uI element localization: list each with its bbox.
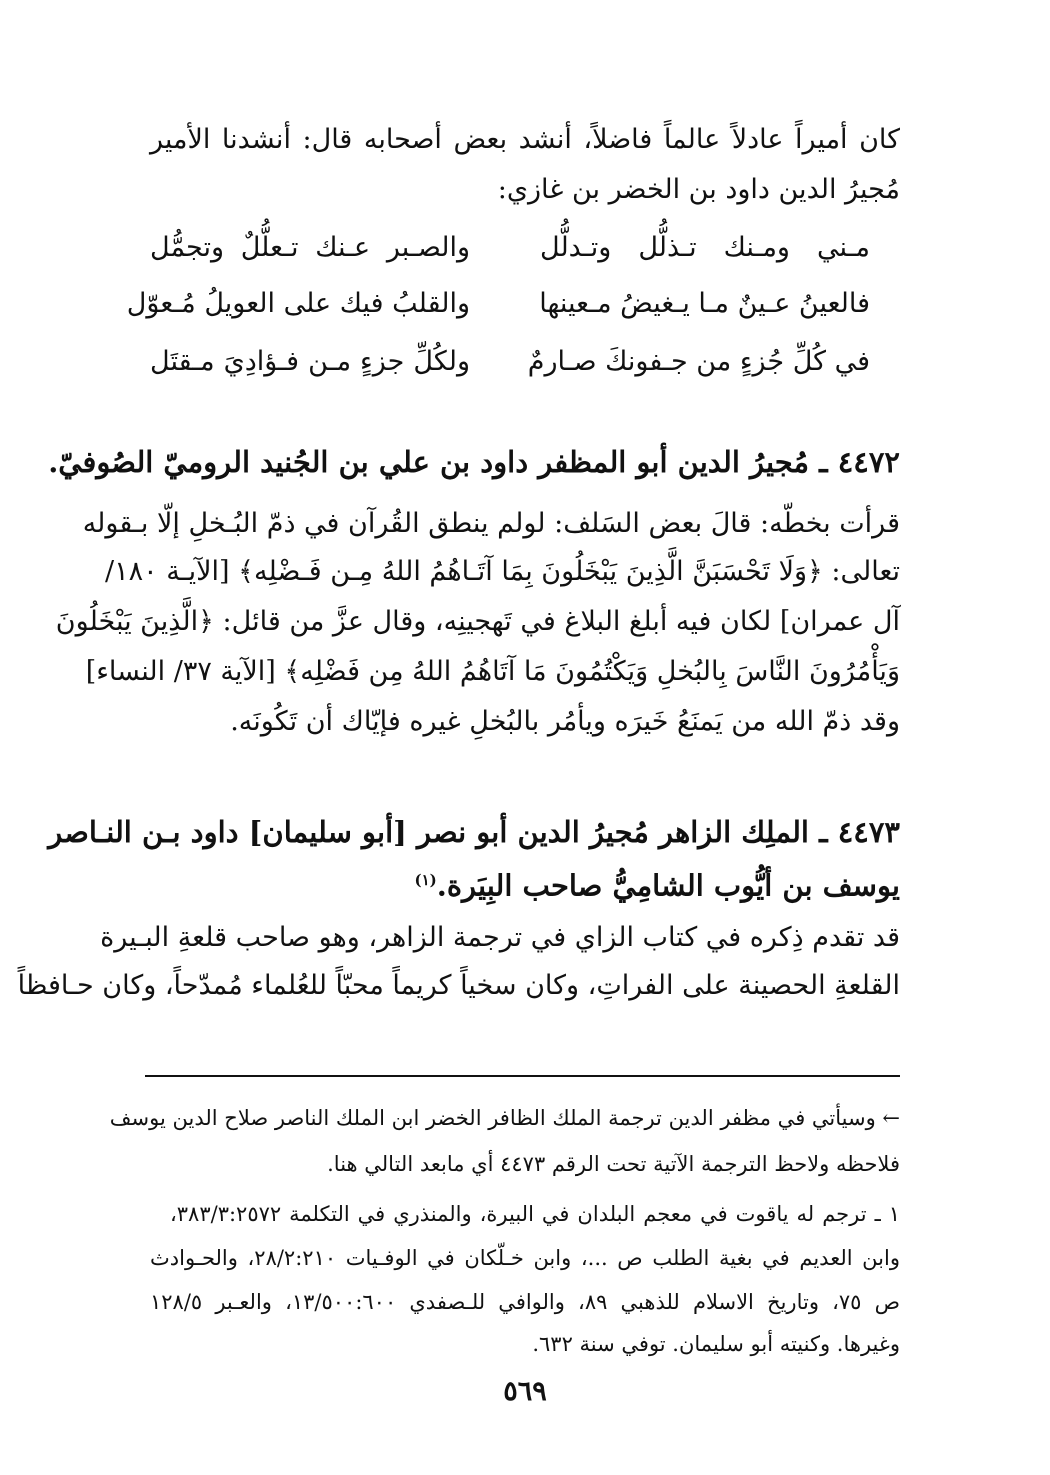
footnote-marker: (١) [414,871,437,889]
footnote-separator [145,1075,900,1077]
intro-line: كان أميراً عادلاً عالماً فاضلاً، أنشد بعض أصحابه قال: أنشدنا الأمير [150,124,900,155]
verse-second-hemistich: والقلبُ فيك على العويلُ مُـعوّل [126,288,470,319]
verse-first-hemistich: فالعينُ عـينٌ مـا يـغيضُ مـعينها [539,288,870,319]
poem-verse [150,224,870,274]
poem-verse [150,338,870,388]
entry-line: قرأت بخطّه: قالَ بعض السَلف: لولم ينطق القُرآن في ذمّ البُـخلِ إلّا بـقوله [82,508,900,539]
intro-line: مُجيرُ الدين داود بن الخضر بن غازي: [497,174,900,205]
footnote-line: ← وسيأتي في مظفر الدين ترجمة الملك الظافر الخضر ابن الملك الناصر صلاح الدين يوسف [109,1106,900,1130]
entry-heading-continued [210,858,900,908]
entry-line: وقد ذمّ الله من يَمنَعُ خَيرَه ويأمُر بالبُخلِ غيره فإيّاك أن تَكُونَه. [230,706,900,737]
entry-heading: ٤٤٧٣ ـ الملِك الزاهر مُجيرُ الدين أبو نصر [أبو سليمان] داود بـن النـاصر [48,815,900,849]
footnote-line: وابن العديم في بغية الطلب ص ...، وابن خـلّكان في الوفـيات ٢٨/٢:٢١٠، والحـوادث [150,1246,900,1270]
entry-line: تعالى: ﴿وَلَا تَحْسَبَنَّ الَّذِينَ يَبْخَلُونَ بِمَا آتَـاهُمُ اللهُ مِـن فَـضْلِه﴾ [الآيـة ١٨٠/ [105,556,900,587]
entry-heading: ٤٤٧٢ ـ مُجيرُ الدين أبو المظفر داود بن علي بن الجُنيد الروميّ الصُوفيّ. [48,445,900,479]
entry-heading-text: يوسف بن أيُّوب الشامِيُّ صاحب البِيَرة. [436,868,900,903]
poem-verse [126,280,870,330]
entry-line: القلعةِ الحصينة على الفراتِ، وكان سخياً كريماً محبّاً للعُلماء مُمدّحاً، وكان حـافظاً [17,970,900,1001]
verse-first-hemistich: مـني ومـنك تـذلُّل وتـدلُّل [540,232,870,263]
entry-line: قد تقدم ذِكره في كتاب الزاي في ترجمة الزاهر، وهو صاحب قلعةِ البـيرة [100,922,900,953]
footnote-line: ١ ـ ترجم له ياقوت في معجم البلدان في البيرة، والمنذري في التكلمة ٣٨٣/٣:٢٥٧٢، [170,1202,900,1226]
entry-line: وَيَأْمُرُونَ النَّاسَ بِالبُخلِ وَيَكْتُمُونَ مَا آتَاهُمُ اللهُ مِن فَضْلِه﴾ [الآية ٣٧/ النساء] [85,656,900,687]
verse-first-hemistich: في كُلِّ جُزءٍ من جـفونكَ صـارمٌ [527,346,870,377]
footnote-line: ص ٧٥، وتاريخ الاسلام للذهبي ٨٩، والوافي للـصفدي ١٣/٥٠٠:٦٠٠، والعـبر ١٢٨/٥ [150,1290,900,1314]
footnote-line: وغيرها. وكنيته أبو سليمان. توفي سنة ٦٣٢. [532,1332,900,1356]
page-number: ٥٦٩ [503,1376,547,1407]
entry-line: آل عمران] لكان فيه أبلغ البلاغ في تَهجينِه، وقال عزَّ من قائل: ﴿الَّذِينَ يَبْخَلُونَ [55,606,900,637]
verse-second-hemistich: ولكُلِّ جزءٍ مـن فـؤادِيَ مـقتَل [150,346,470,377]
footnote-line: فلاحظه ولاحظ الترجمة الآتية تحت الرقم ٤٤٧٣ أي مابعد التالي هنا. [327,1152,900,1176]
verse-second-hemistich: والصـبر عـنك تـعلُّلٌ وتجمُّل [150,232,470,263]
